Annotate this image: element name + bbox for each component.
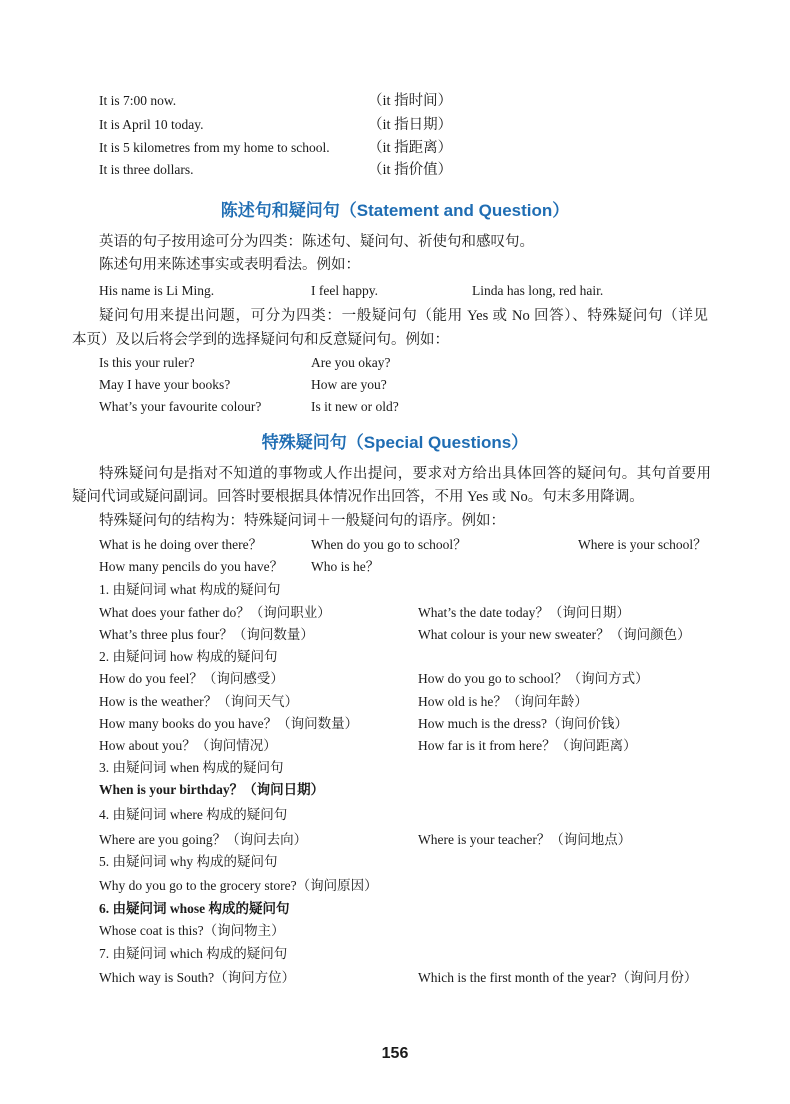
group-example: What colour is your new sweater？（询问颜色）	[418, 627, 691, 642]
question-example: Is this your ruler?	[99, 355, 195, 370]
group-example: Where is your teacher？（询问地点）	[418, 832, 632, 847]
group-example: What’s three plus four？（询问数量）	[99, 627, 314, 642]
statement-example: Linda has long, red hair.	[472, 283, 604, 298]
special-question-example: Who is he？	[311, 559, 380, 574]
it-example-sentence: It is 7:00 now.	[99, 93, 177, 108]
group-example: What’s the date today？（询问日期）	[418, 605, 630, 620]
group-example: Where are you going？（询问去向）	[99, 832, 308, 847]
question-example: How are you?	[311, 377, 387, 392]
group-title-when: 3. 由疑问词 when 构成的疑问句	[99, 760, 284, 775]
paragraph-line: 特殊疑问句的结构为：特殊疑问词＋一般疑问句的语序。例如：	[99, 513, 505, 529]
paragraph-line: 疑问代词或疑问副词。回答时要根据具体情况作出回答，不用 Yes 或 No。句末多用降调。	[72, 489, 644, 505]
group-title-why: 5. 由疑问词 why 构成的疑问句	[99, 854, 278, 869]
group-title-what: 1. 由疑问词 what 构成的疑问句	[99, 582, 281, 597]
group-example: Whose coat is this?（询问物主）	[99, 923, 285, 938]
it-example-note: （it 指价值）	[368, 162, 453, 178]
group-example: How is the weather？（询问天气）	[99, 694, 299, 709]
group-example: Which is the first month of the year?（询问月份）	[418, 970, 698, 985]
special-question-example: What is he doing over there？	[99, 537, 263, 552]
group-example: Why do you go to the grocery store?（询问原因）	[99, 878, 378, 893]
group-example: How do you go to school？（询问方式）	[418, 671, 649, 686]
group-example: How old is he？（询问年龄）	[418, 694, 588, 709]
group-title-which: 7. 由疑问词 which 构成的疑问句	[99, 946, 288, 961]
group-title-where: 4. 由疑问词 where 构成的疑问句	[99, 807, 288, 822]
paragraph-line: 英语的句子按用途可分为四类：陈述句、疑问句、祈使句和感叹句。	[99, 234, 534, 250]
group-example: How do you feel？（询问感受）	[99, 671, 284, 686]
it-example-sentence: It is 5 kilometres from my home to school.	[99, 140, 330, 155]
special-question-example: When do you go to school？	[311, 537, 467, 552]
question-example: Is it new or old?	[311, 399, 399, 414]
paragraph-line: 陈述句用来陈述事实或表明看法。例如：	[99, 257, 360, 273]
page-number: 156	[381, 1045, 409, 1062]
it-example-note: （it 指日期）	[368, 117, 453, 133]
group-example: How many books do you have？（询问数量）	[99, 716, 359, 731]
question-example: Are you okay?	[311, 355, 391, 370]
group-title-whose: 6. 由疑问词 whose 构成的疑问句	[99, 901, 290, 916]
special-question-example: Where is your school？	[578, 537, 707, 552]
it-example-sentence: It is three dollars.	[99, 162, 194, 177]
group-example: Which way is South?（询问方位）	[99, 970, 296, 985]
paragraph-line: 特殊疑问句是指对不知道的事物或人作出提问，要求对方给出具体回答的疑问句。其句首要用	[99, 466, 711, 482]
group-example: What does your father do？（询问职业）	[99, 605, 331, 620]
it-example-note: （it 指时间）	[368, 93, 453, 109]
group-example: How about you？（询问情况）	[99, 738, 277, 753]
question-example: May I have your books?	[99, 377, 231, 392]
section-heading-statement-question: 陈述句和疑问句（Statement and Question）	[220, 201, 570, 220]
special-question-example: How many pencils do you have？	[99, 559, 284, 574]
paragraph-line: 本页）及以后将会学到的选择疑问句和反意疑问句。例如：	[72, 332, 449, 348]
group-title-how: 2. 由疑问词 how 构成的疑问句	[99, 649, 278, 664]
group-example: When is your birthday？（询问日期）	[99, 782, 325, 797]
group-example: How much is the dress?（询问价钱）	[418, 716, 628, 731]
statement-example: I feel happy.	[311, 283, 378, 298]
statement-example: His name is Li Ming.	[99, 283, 215, 298]
paragraph-line: 疑问句用来提出问题，可分为四类：一般疑问句（能用 Yes 或 No 回答）、特殊疑问句（详见	[99, 308, 708, 324]
question-example: What’s your favourite colour?	[99, 399, 262, 414]
group-example: How far is it from here？（询问距离）	[418, 738, 637, 753]
section-heading-special-questions: 特殊疑问句（Special Questions）	[261, 433, 529, 452]
it-example-sentence: It is April 10 today.	[99, 117, 204, 132]
it-example-note: （it 指距离）	[368, 140, 453, 156]
